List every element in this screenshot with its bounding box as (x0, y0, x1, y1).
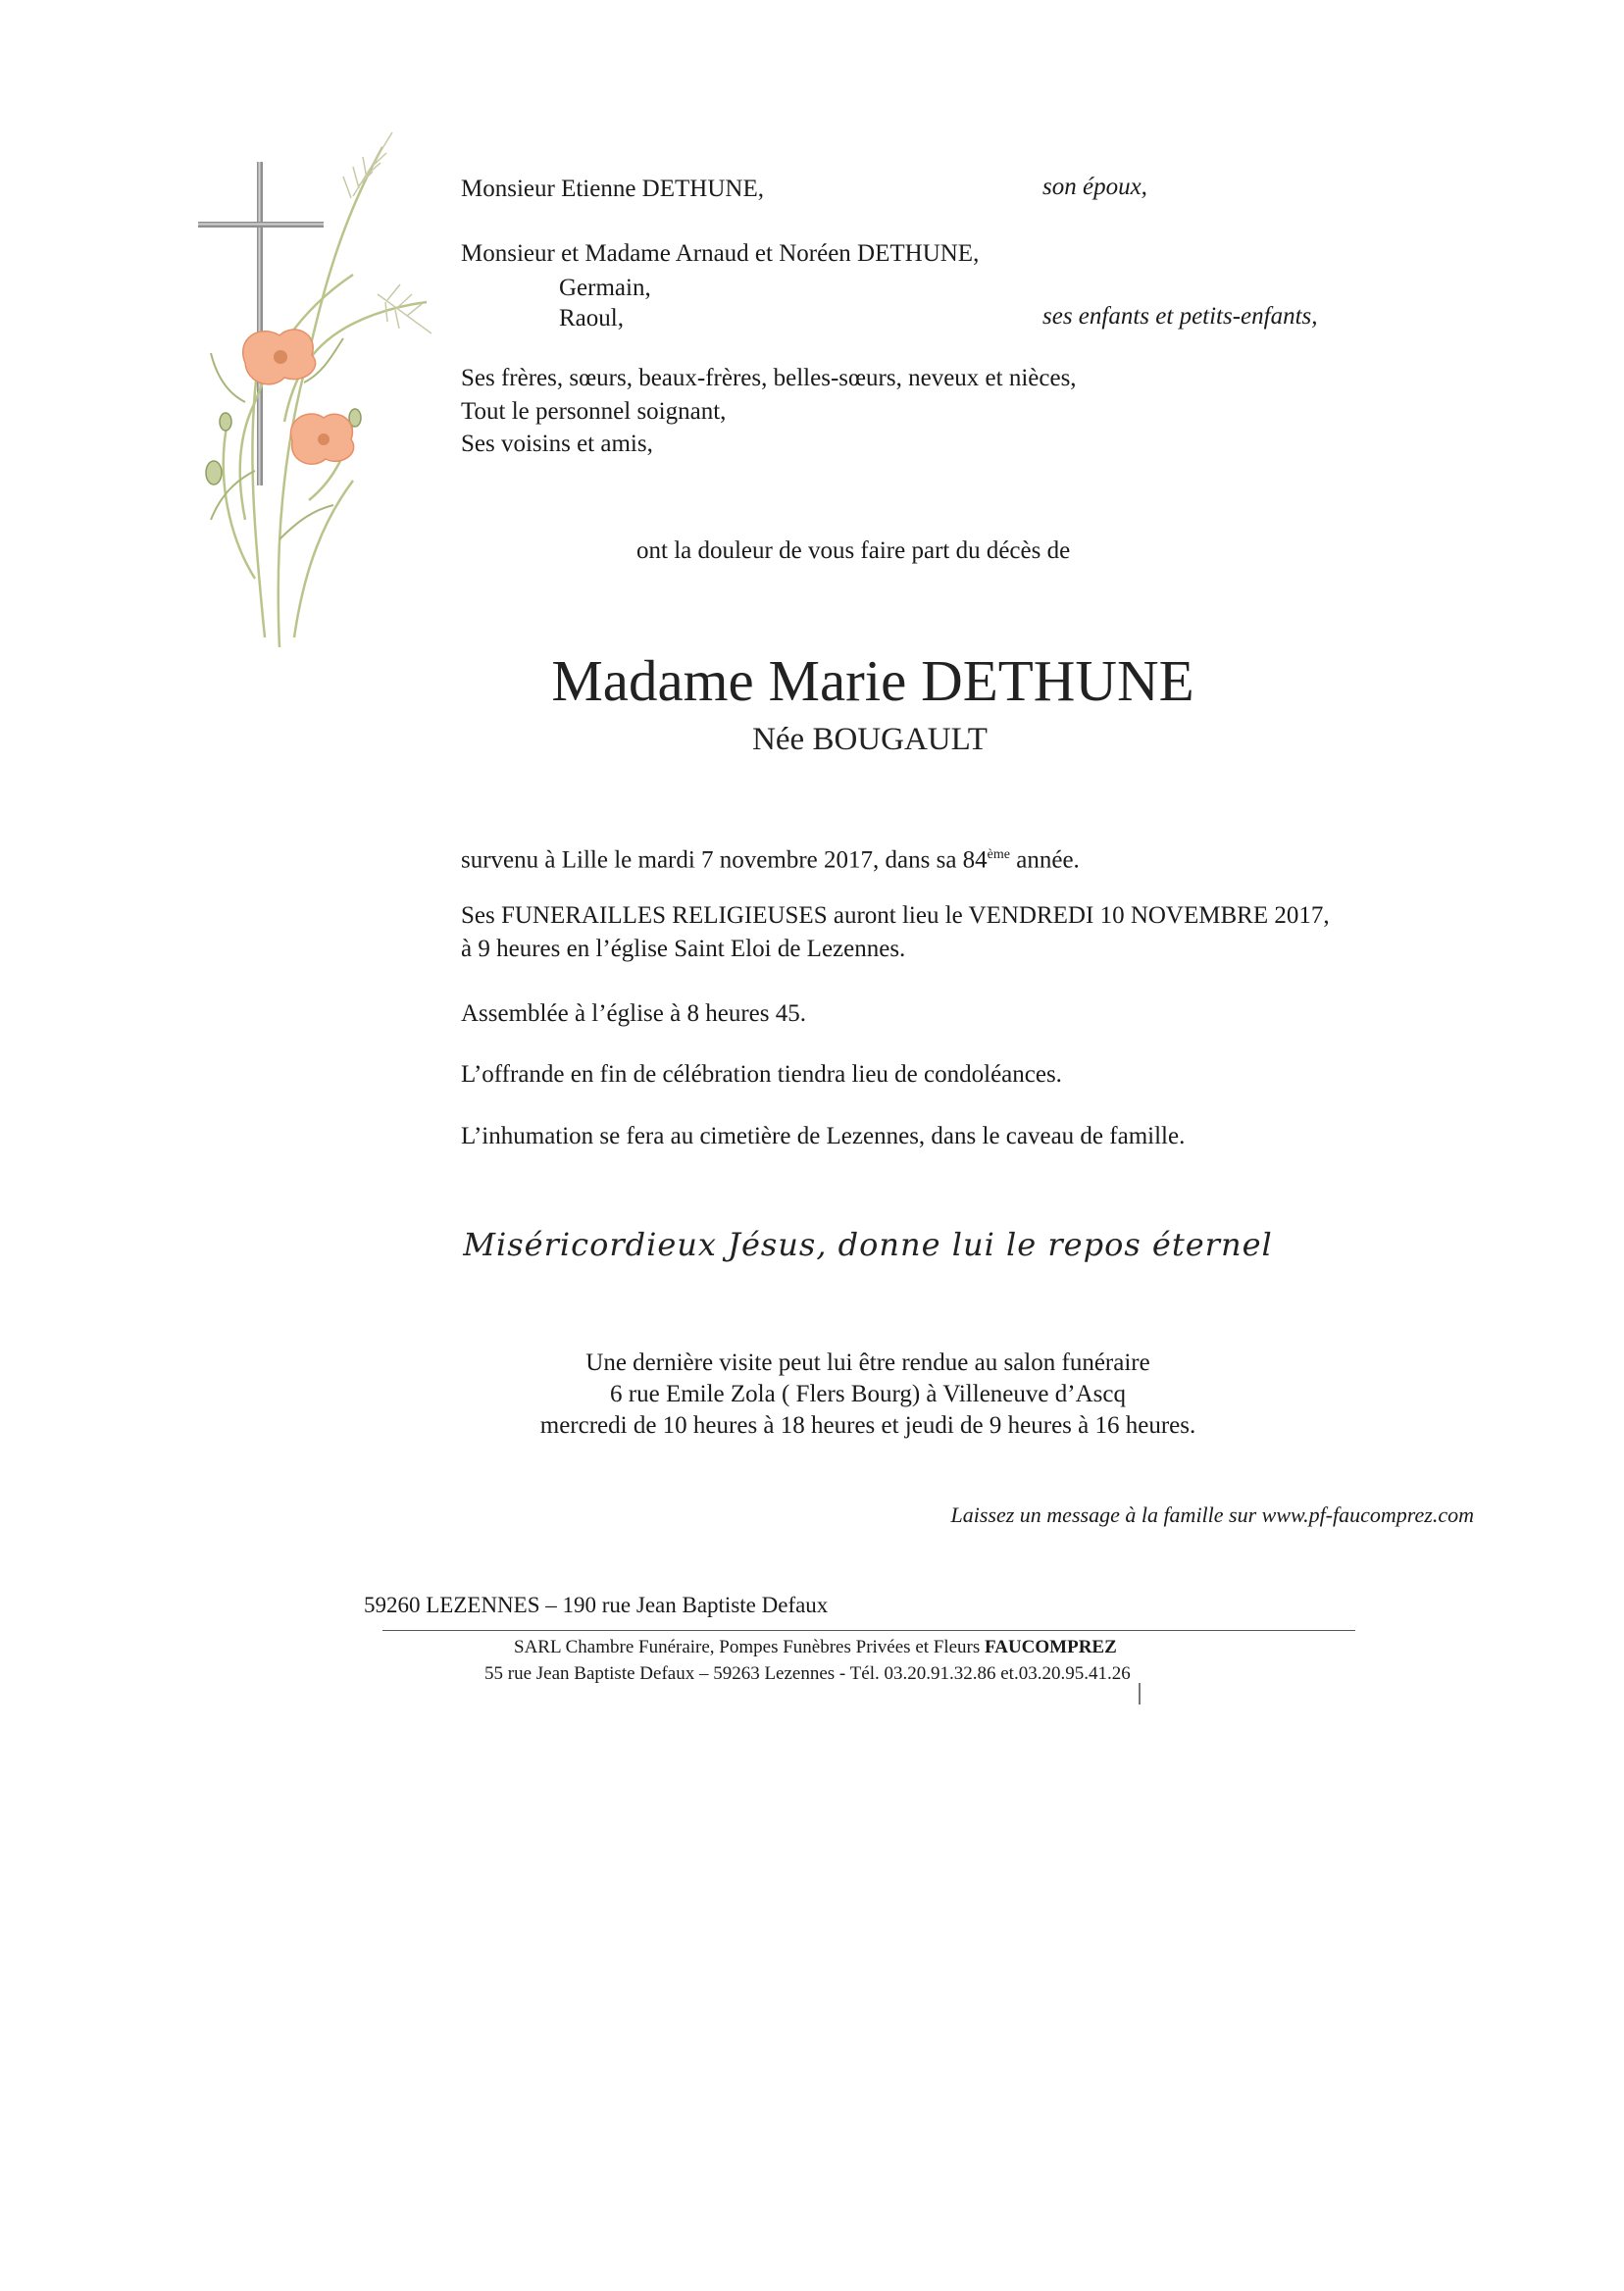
neighbours-line: Ses voisins et amis, (461, 431, 653, 457)
prayer-line: Miséricordieux Jésus, donne lui le repos éternel (463, 1226, 1273, 1263)
announcement: ont la douleur de vous faire part du décès de (636, 537, 1071, 564)
husband-name: Monsieur Etienne DETHUNE, (461, 176, 764, 202)
visit-line-2: 6 rue Emile Zola ( Flers Bourg) à Villeneuve d’Ascq (610, 1381, 1126, 1407)
grandchild-raoul: Raoul, (559, 305, 624, 331)
offering-line: L’offrande en fin de célébration tiendra lieu de condoléances. (461, 1061, 1062, 1088)
footer-divider (382, 1630, 1355, 1631)
staff-line: Tout le personnel soignant, (461, 398, 727, 425)
death-notice-text: survenu à Lille le mardi 7 novembre 2017, dans sa 84 (461, 846, 988, 874)
husband-role: son époux, (1042, 174, 1147, 200)
company-name: FAUCOMPREZ (985, 1637, 1117, 1657)
visit-line-1: Une dernière visite peut lui être rendue au salon funéraire (585, 1349, 1150, 1376)
death-notice (461, 839, 1080, 877)
children-role: ses enfants et petits-enfants, (1042, 303, 1318, 330)
death-notice-ordinal: ème (987, 847, 1010, 862)
siblings-line: Ses frères, sœurs, beaux-frères, belles-sœurs, neveux et nièces, (461, 365, 1077, 391)
grandchild-germain: Germain, (559, 275, 651, 301)
children-line: Monsieur et Madame Arnaud et Noréen DETHUNE, (461, 240, 980, 267)
assembly-line: Assemblée à l’église à 8 heures 45. (461, 1000, 806, 1027)
address-line: 59260 LEZENNES – 190 rue Jean Baptiste Defaux (364, 1593, 829, 1617)
funeral-line-2: à 9 heures en l’église Saint Eloi de Lezennes. (461, 936, 906, 962)
cross-wheat-poppy-illustration (186, 127, 431, 696)
message-link[interactable]: Laissez un message à la famille sur www.pf-faucomprez.com (950, 1502, 1474, 1527)
company-contact: 55 rue Jean Baptiste Defaux – 59263 Lezennes - Tél. 03.20.91.32.86 et.03.20.95.41.26 (484, 1663, 1131, 1684)
burial-line: L’inhumation se fera au cimetière de Lezennes, dans le caveau de famille. (461, 1123, 1186, 1149)
funeral-line-1: Ses FUNERAILLES RELIGIEUSES auront lieu le VENDREDI 10 NOVEMBRE 2017, (461, 902, 1330, 929)
footer-tick (1139, 1683, 1141, 1705)
deceased-name: Madame Marie DETHUNE (551, 648, 1194, 713)
death-notice-end: année. (1010, 846, 1080, 874)
deceased-maiden-name: Née BOUGAULT (752, 722, 988, 757)
company-description: SARL Chambre Funéraire, Pompes Funèbres Privées et Fleurs (514, 1637, 986, 1657)
company-line (514, 1635, 1117, 1660)
visit-line-3: mercredi de 10 heures à 18 heures et jeudi de 9 heures à 16 heures. (539, 1412, 1196, 1439)
